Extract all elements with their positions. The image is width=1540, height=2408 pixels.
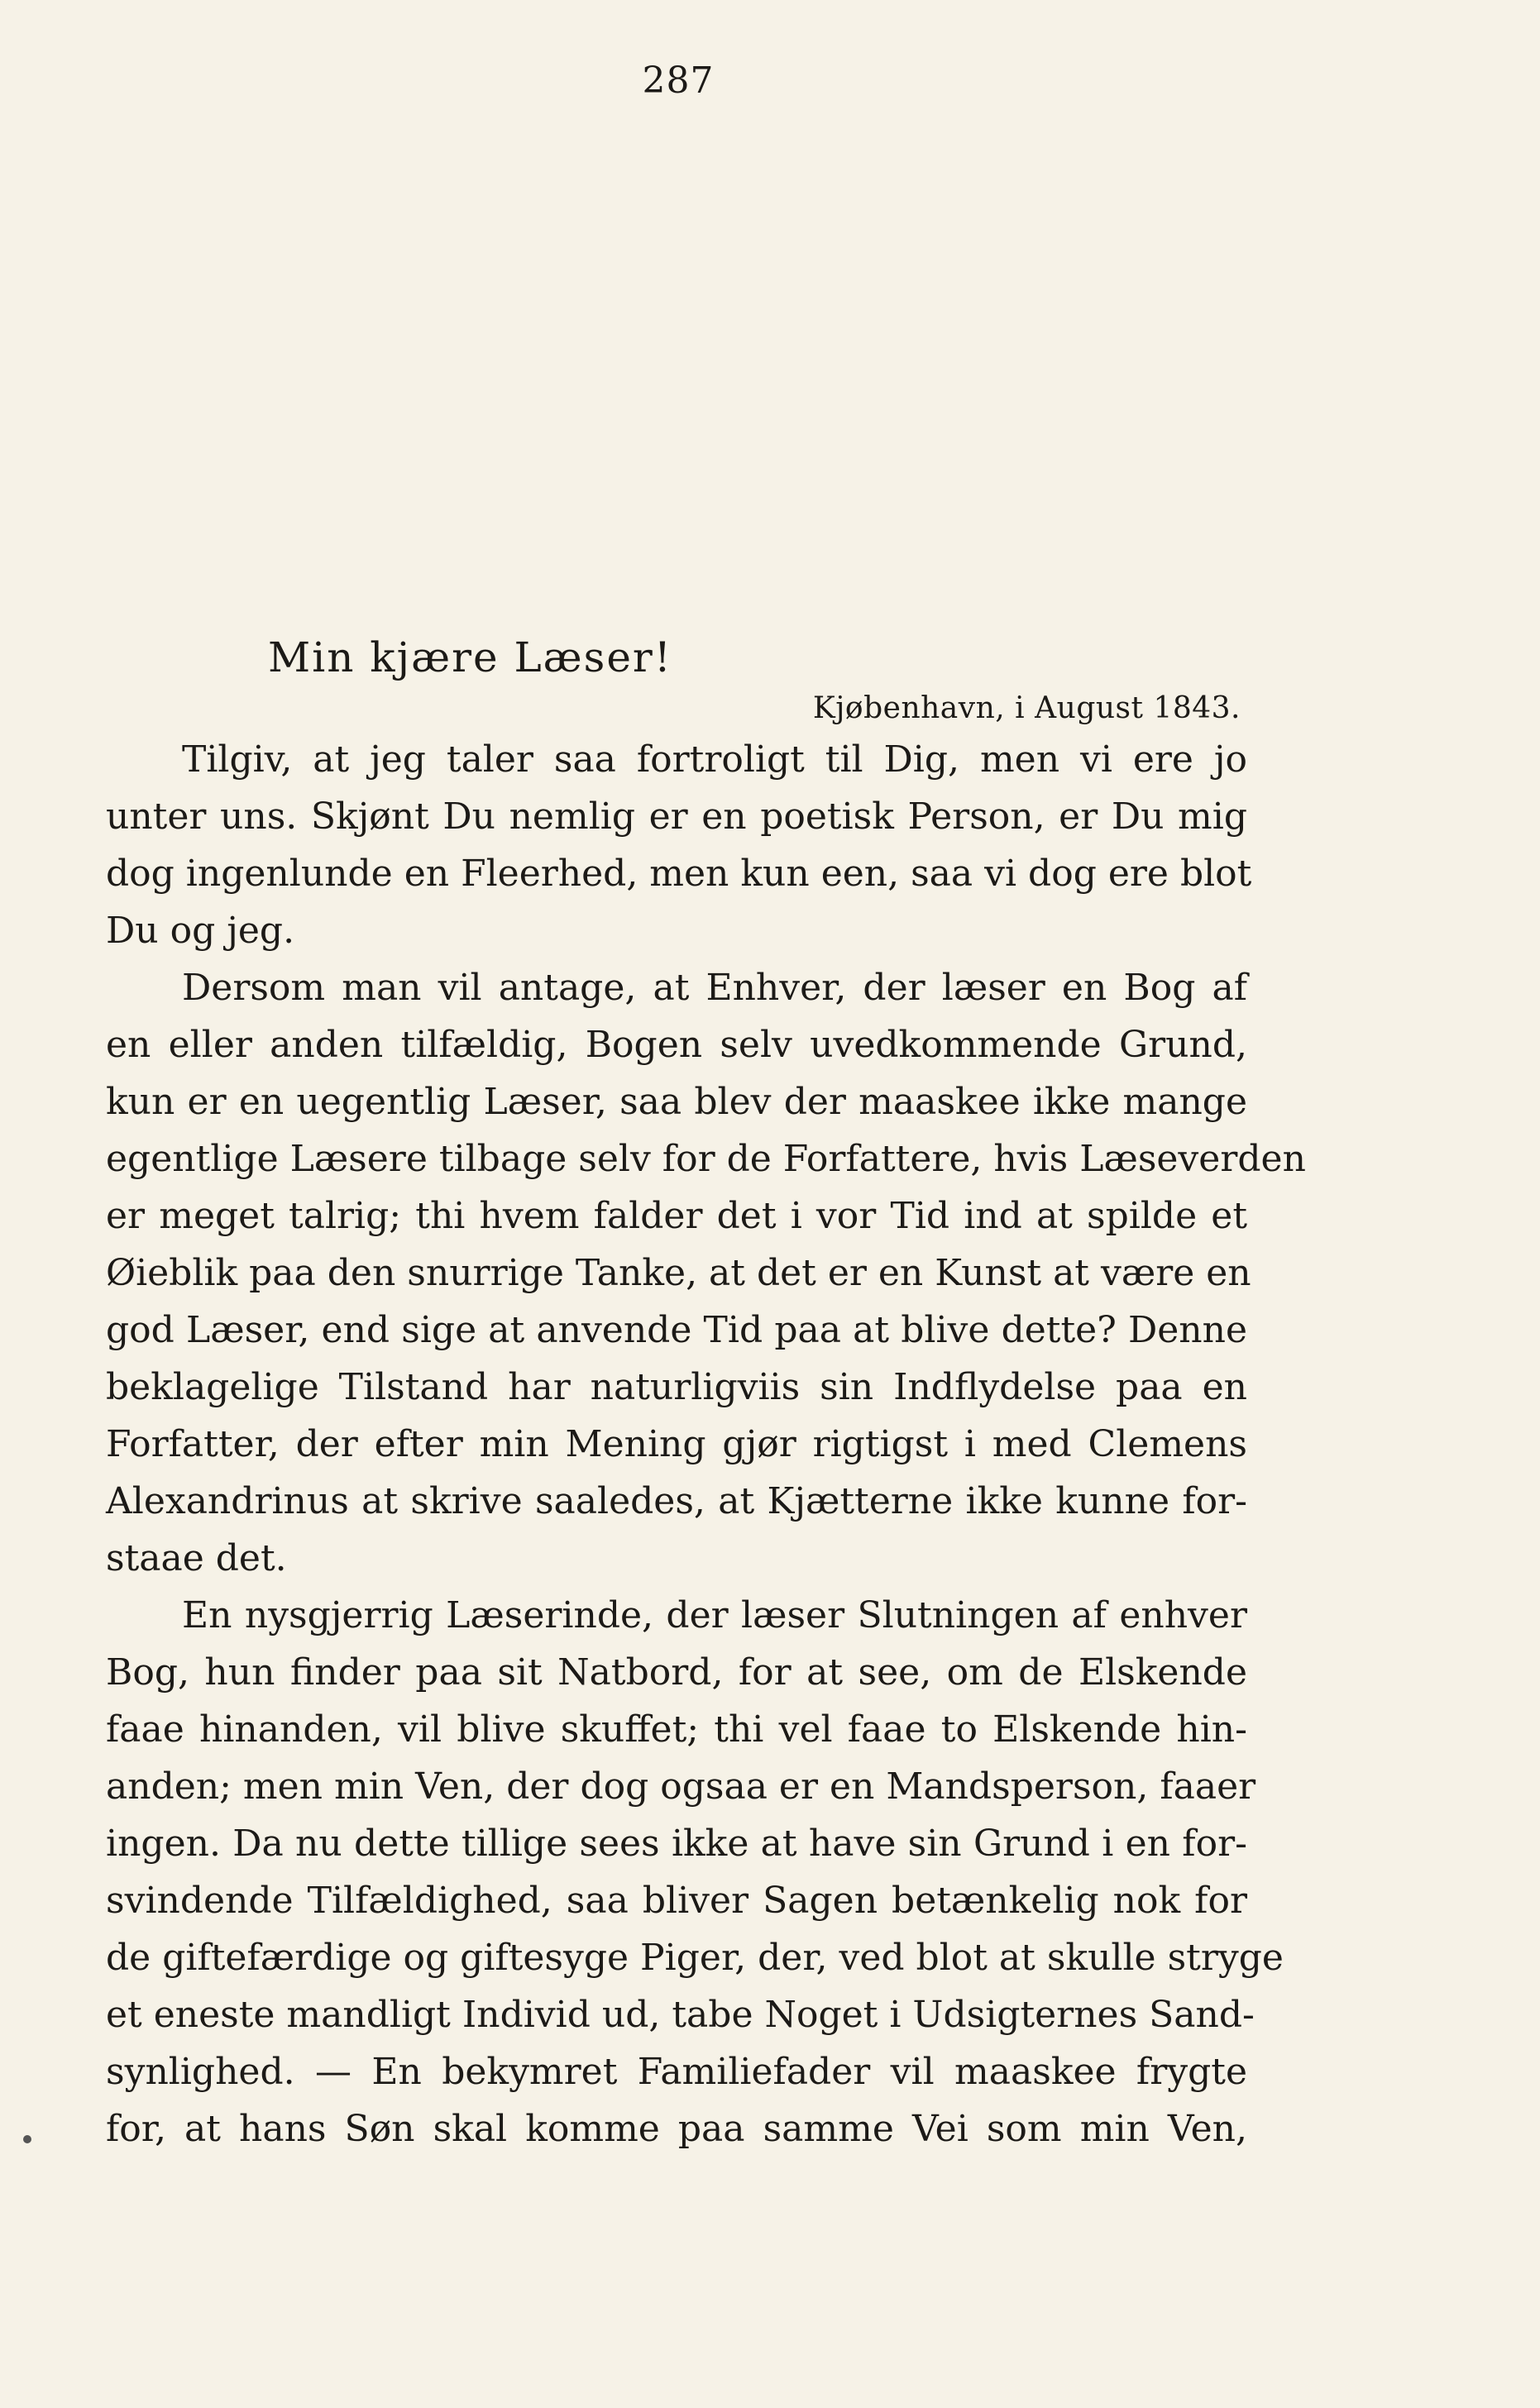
text-block — [106, 628, 1306, 2157]
text-line: unter uns. Skjønt Du nemlig er en poetisk Person, er Du mig — [106, 796, 1247, 838]
text-line: dog ingenlunde en Fleerhed, men kun een, saa vi dog ere blot — [106, 853, 1252, 895]
text-line: synlighed. — En bekymret Familiefader vil maaskee frygte — [106, 2051, 1247, 2093]
text-line: svindende Tilfældighed, saa bliver Sagen betænkelig nok for — [106, 1880, 1247, 1922]
text-line: Tilgiv, at jeg taler saa fortroligt til Dig, men vi ere jo — [182, 738, 1247, 781]
paragraph-3 — [106, 1587, 1284, 2157]
text-line: Du og jeg. — [106, 910, 295, 952]
text-line: Øieblik paa den snurrige Tanke, at det er en Kunst at være en — [106, 1252, 1251, 1294]
text-line: de giftefærdige og giftesyge Piger, der, ved blot at skulle stryge — [106, 1937, 1284, 1979]
text-line: faae hinanden, vil blive skuffet; thi vel faae to Elskende hin- — [106, 1708, 1247, 1751]
text-line: beklagelige Tilstand har naturligviis sin Indflydelse paa en — [106, 1366, 1247, 1408]
text-line: staae det. — [106, 1537, 287, 1579]
paragraph-2 — [106, 959, 1306, 1587]
text-line: er meget talrig; thi hvem falder det i vor Tid ind at spilde et — [106, 1195, 1247, 1237]
paragraph-1 — [106, 731, 1252, 959]
text-line: kun er en uegentlig Læser, saa blev der maaskee ikke mange — [106, 1081, 1247, 1123]
text-line: Dersom man vil antage, at Enhver, der læser en Bog af — [182, 967, 1247, 1009]
text-line: anden; men min Ven, der dog ogsaa er en Mandsperson, faaer — [106, 1765, 1256, 1808]
text-line: Alexandrinus at skrive saaledes, at Kjætterne ikke kunne for- — [106, 1480, 1247, 1522]
text-line: en eller anden tilfældig, Bogen selv uvedkommende Grund, — [106, 1024, 1247, 1066]
text-line: et eneste mandligt Individ ud, tabe Noget i Udsigternes Sand- — [106, 1994, 1255, 2036]
text-line: En nysgjerrig Læserinde, der læser Slutningen af enhver — [182, 1594, 1247, 1636]
text-line: for, at hans Søn skal komme paa samme Vei som min Ven, — [106, 2108, 1247, 2150]
text-line: Bog, hun finder paa sit Natbord, for at see, om de Elskende — [106, 1651, 1247, 1694]
text-line: ingen. Da nu dette tillige sees ikke at have sin Grund i en for- — [106, 1823, 1247, 1865]
text-line: Forfatter, der efter min Mening gjør rigtigst i med Clemens — [106, 1423, 1247, 1465]
margin-mark — [23, 2135, 31, 2143]
page-number: 287 — [642, 60, 715, 102]
text-line: god Læser, end sige at anvende Tid paa at blive dette? Denne — [106, 1309, 1247, 1351]
text-line: egentlige Læsere tilbage selv for de Forfattere, hvis Læseverden — [106, 1138, 1306, 1180]
salutation: Min kjære Læser! — [268, 633, 672, 681]
dateline: Kjøbenhavn, i August 1843. — [812, 691, 1241, 725]
